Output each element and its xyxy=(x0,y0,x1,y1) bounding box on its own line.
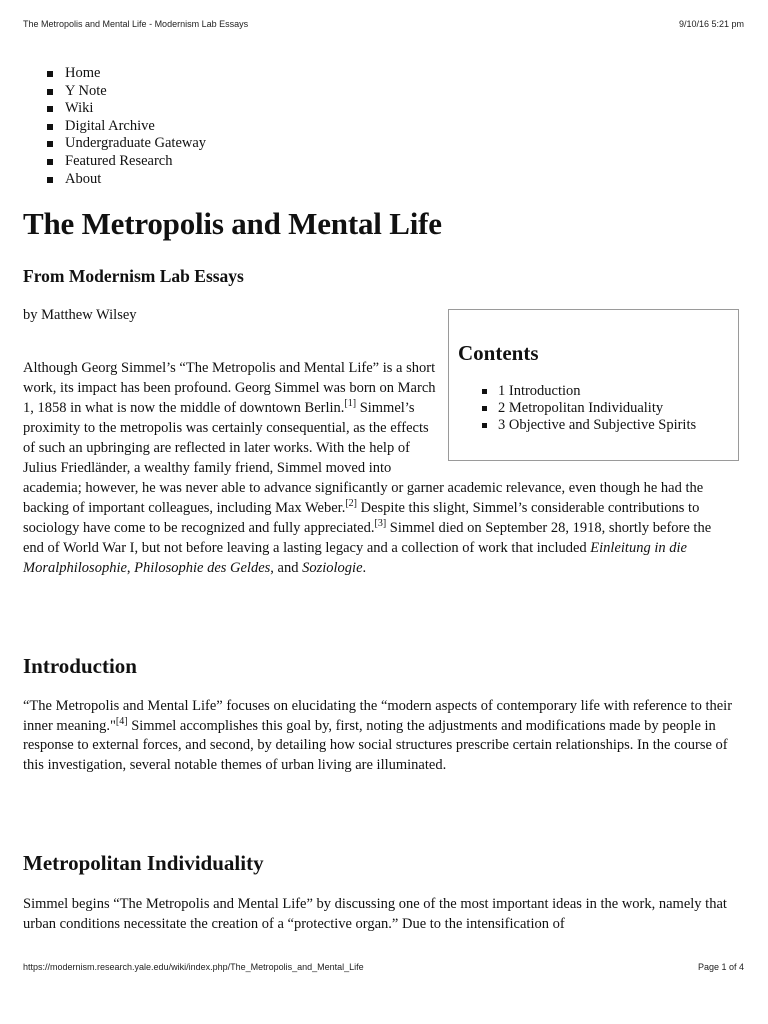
print-footer-url: https://modernism.research.yale.edu/wiki/index.php/The_Metropolis_and_Mental_Life xyxy=(23,962,364,972)
metropolitan-individuality-paragraph: Simmel begins “The Metropolis and Mental Life” by discussing one of the most important ideas in the work, namely that urban conditions necessitate the creation of a “protective organ.” Due to the intensification of xyxy=(23,896,727,932)
nav-item-featured-research xyxy=(65,153,206,171)
work-title: Soziologie xyxy=(302,560,363,576)
page-subtitle: From Modernism Lab Essays xyxy=(23,266,244,286)
introduction-paragraph xyxy=(23,697,735,775)
nav-link-digital-archive[interactable]: Digital Archive xyxy=(65,117,155,134)
introduction-text: Simmel accomplishes this goal by, first, noting the adjustments and modifications made by people in response to external forces, and second, by detailing how social structures prescribe certain relationships. In the course of this investigation, several notable themes of urban living are illuminated. xyxy=(23,717,728,773)
reference-link-3[interactable]: [3] xyxy=(374,518,387,530)
separator: . xyxy=(362,560,367,576)
nav-item-undergraduate-gateway xyxy=(65,135,206,153)
print-footer-page-number: Page 1 of 4 xyxy=(697,962,744,972)
section-heading-introduction: Introduction xyxy=(23,654,137,678)
separator: , and xyxy=(270,560,303,576)
toc-title: Contents xyxy=(458,341,539,365)
print-footer xyxy=(23,962,744,972)
nav-link-y-note[interactable]: Y Note xyxy=(65,82,107,99)
nav-item-about xyxy=(65,171,206,189)
site-navigation xyxy=(23,65,206,188)
nav-item-home xyxy=(65,65,206,83)
opening-paragraph xyxy=(23,358,735,578)
work-title: Einleitung in die Moralphilosophie xyxy=(23,540,687,576)
opening-text: Despite this slight, Simmel’s considerable contributions to sociology have come to be recognized and fully appreciated. xyxy=(23,500,700,536)
print-header-title: The Metropolis and Mental Life - Modernism Lab Essays xyxy=(23,19,249,29)
nav-item-wiki xyxy=(65,100,206,118)
print-header xyxy=(23,19,744,29)
toc-link-introduction[interactable]: 1 Introduction xyxy=(498,383,581,399)
print-header-timestamp: 9/10/16 5:21 pm xyxy=(678,19,744,29)
opening-text: Simmel’s proximity to the metropolis was certainly consequential, as the effects of such an upbringing are reflected in later works. With the help of Julius Friedländer, a wealthy family friend, Simmel moved into academia; however, he was never able to advance significantly or garner academic relevance, even though he had the backing of important colleagues, including Max Weber. xyxy=(23,400,704,516)
page-title: The Metropolis and Mental Life xyxy=(23,206,442,241)
toc-link-objective-subjective-spirits[interactable]: 3 Objective and Subjective Spirits xyxy=(498,417,697,433)
nav-link-about[interactable]: About xyxy=(65,170,102,187)
nav-link-featured-research[interactable]: Featured Research xyxy=(65,152,173,169)
toc-float-spacer xyxy=(439,358,735,464)
introduction-text: “The Metropolis and Mental Life” focuses on elucidating the “modern aspects of contemporary life with reference to their inner meaning." xyxy=(23,698,733,734)
opening-text: Although Georg Simmel’s “The Metropolis and Mental Life” is a short work, its impact has been profound. Georg Simmel was born on March 1, 1858 in what is now the middle of downtown Berlin. xyxy=(23,360,436,416)
separator: , xyxy=(126,560,135,576)
section-heading-metropolitan-individuality: Metropolitan Individuality xyxy=(23,851,264,875)
opening-text: Simmel died on September 28, 1918, shortly before the end of World War I, but not before leaving a lasting legacy and a collection of work that included xyxy=(23,520,712,556)
nav-link-undergraduate-gateway[interactable]: Undergraduate Gateway xyxy=(65,135,207,152)
nav-item-digital-archive xyxy=(65,118,206,136)
nav-link-home[interactable]: Home xyxy=(65,65,101,81)
nav-item-y-note xyxy=(65,83,206,101)
reference-link-2[interactable]: [2] xyxy=(345,498,357,510)
reference-link-4[interactable]: [4] xyxy=(115,715,128,727)
nav-link-wiki[interactable]: Wiki xyxy=(65,100,94,117)
reference-link-1[interactable]: [1] xyxy=(344,398,357,410)
author-byline: by Matthew Wilsey xyxy=(23,307,137,323)
work-title: Philosophie des Geldes xyxy=(134,560,271,576)
toc-link-metropolitan-individuality[interactable]: 2 Metropolitan Individuality xyxy=(498,400,664,416)
